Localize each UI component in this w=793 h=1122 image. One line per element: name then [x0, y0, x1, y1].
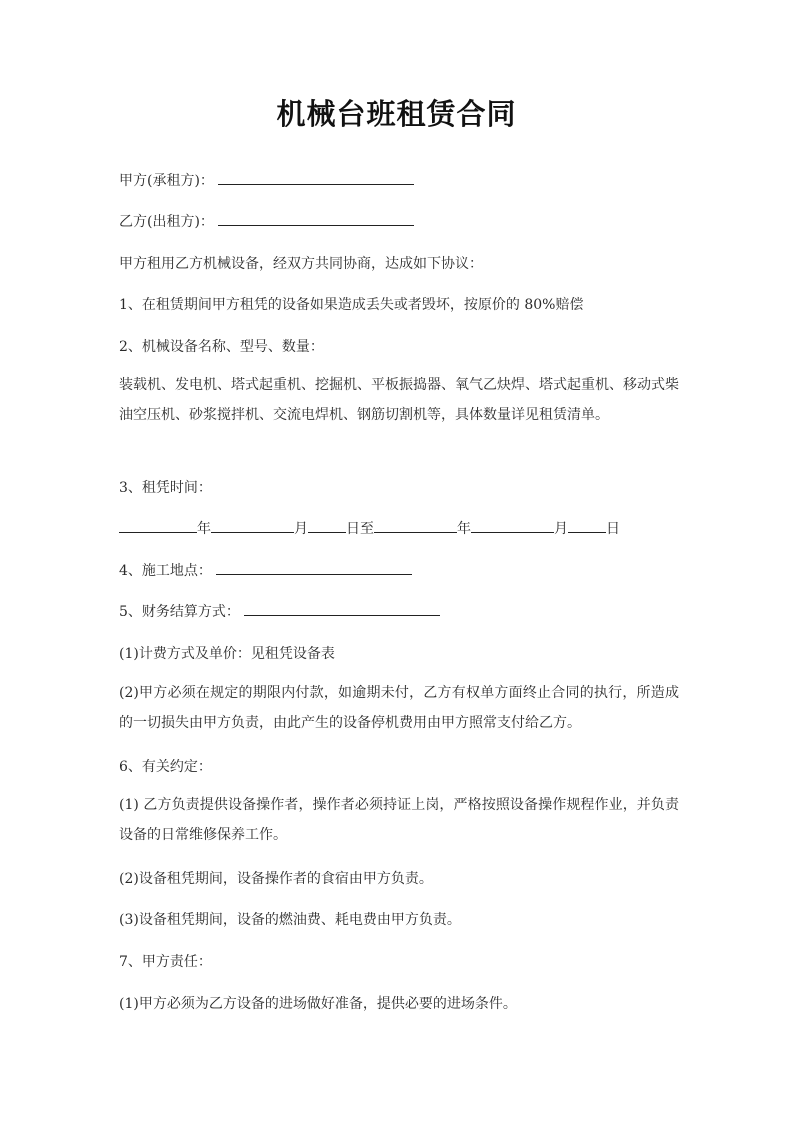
clause-7-1: (1)甲方必须为乙方设备的进场做好准备，提供必要的进场条件。: [119, 996, 517, 1012]
year-label-2: 年: [457, 521, 471, 537]
month-label: 月: [294, 521, 308, 537]
party-a-label: 甲方(承租方)：: [119, 173, 214, 189]
clause-5-1: (1)计费方式及单价：见租凭设备表: [119, 646, 335, 662]
end-month-blank[interactable]: [471, 518, 554, 533]
party-a-blank[interactable]: [218, 170, 414, 185]
settlement-method-blank[interactable]: [244, 601, 440, 616]
clause-5-label: 5、财务结算方式：: [119, 604, 240, 620]
day-to-label: 日至: [346, 521, 374, 537]
rental-period-line: [119, 518, 620, 538]
intro-text: 甲方租用乙方机械设备，经双方共同协商，达成如下协议：: [119, 256, 483, 272]
party-b-blank[interactable]: [218, 211, 414, 226]
party-b-label: 乙方(出租方)：: [119, 214, 214, 230]
clause-1: 1、在租赁期间甲方租凭的设备如果造成丢失或者毁坏，按原价的 80%赔偿: [119, 297, 584, 313]
day-label: 日: [606, 521, 620, 537]
clause-5-line: [119, 601, 440, 621]
clause-6-3: (3)设备租凭期间，设备的燃油费、耗电费由甲方负责。: [119, 912, 461, 928]
start-month-blank[interactable]: [211, 518, 294, 533]
clause-4-line: [119, 560, 412, 580]
clause-6-2: (2)设备租凭期间，设备操作者的食宿由甲方负责。: [119, 871, 433, 887]
equipment-list: 装载机、发电机、塔式起重机、挖掘机、平板振捣器、氧气乙炔焊、塔式起重机、移动式柴油空压机、砂浆搅拌机、交流电焊机、钢筋切割机等，具体数量详见租赁清单。: [119, 377, 679, 423]
party-b-line: [119, 211, 414, 231]
clause-5-2: (2)甲方必须在规定的期限内付款，如逾期未付，乙方有权单方面终止合同的执行，所造成的一切损失由甲方负责，由此产生的设备停机费用由甲方照常支付给乙方。: [119, 685, 679, 731]
clause-6-1: (1) 乙方负责提供设备操作者，操作者必须持证上岗，严格按照设备操作规程作业，并负责设备的日常维修保养工作。: [119, 797, 679, 843]
clause-2-heading: 2、机械设备名称、型号、数量：: [119, 339, 324, 355]
year-label: 年: [197, 521, 211, 537]
end-day-blank[interactable]: [568, 518, 606, 533]
party-a-line: [119, 170, 414, 190]
clause-4-label: 4、施工地点：: [119, 563, 212, 579]
start-day-blank[interactable]: [308, 518, 346, 533]
month-label-2: 月: [554, 521, 568, 537]
start-year-blank[interactable]: [119, 518, 197, 533]
clause-3-heading: 3、租凭时间：: [119, 480, 212, 496]
end-year-blank[interactable]: [374, 518, 457, 533]
document-title: 机械台班租赁合同: [276, 97, 517, 131]
site-location-blank[interactable]: [216, 560, 412, 575]
clause-6-heading: 6、有关约定：: [119, 759, 212, 775]
clause-7-heading: 7、甲方责任：: [119, 954, 212, 970]
